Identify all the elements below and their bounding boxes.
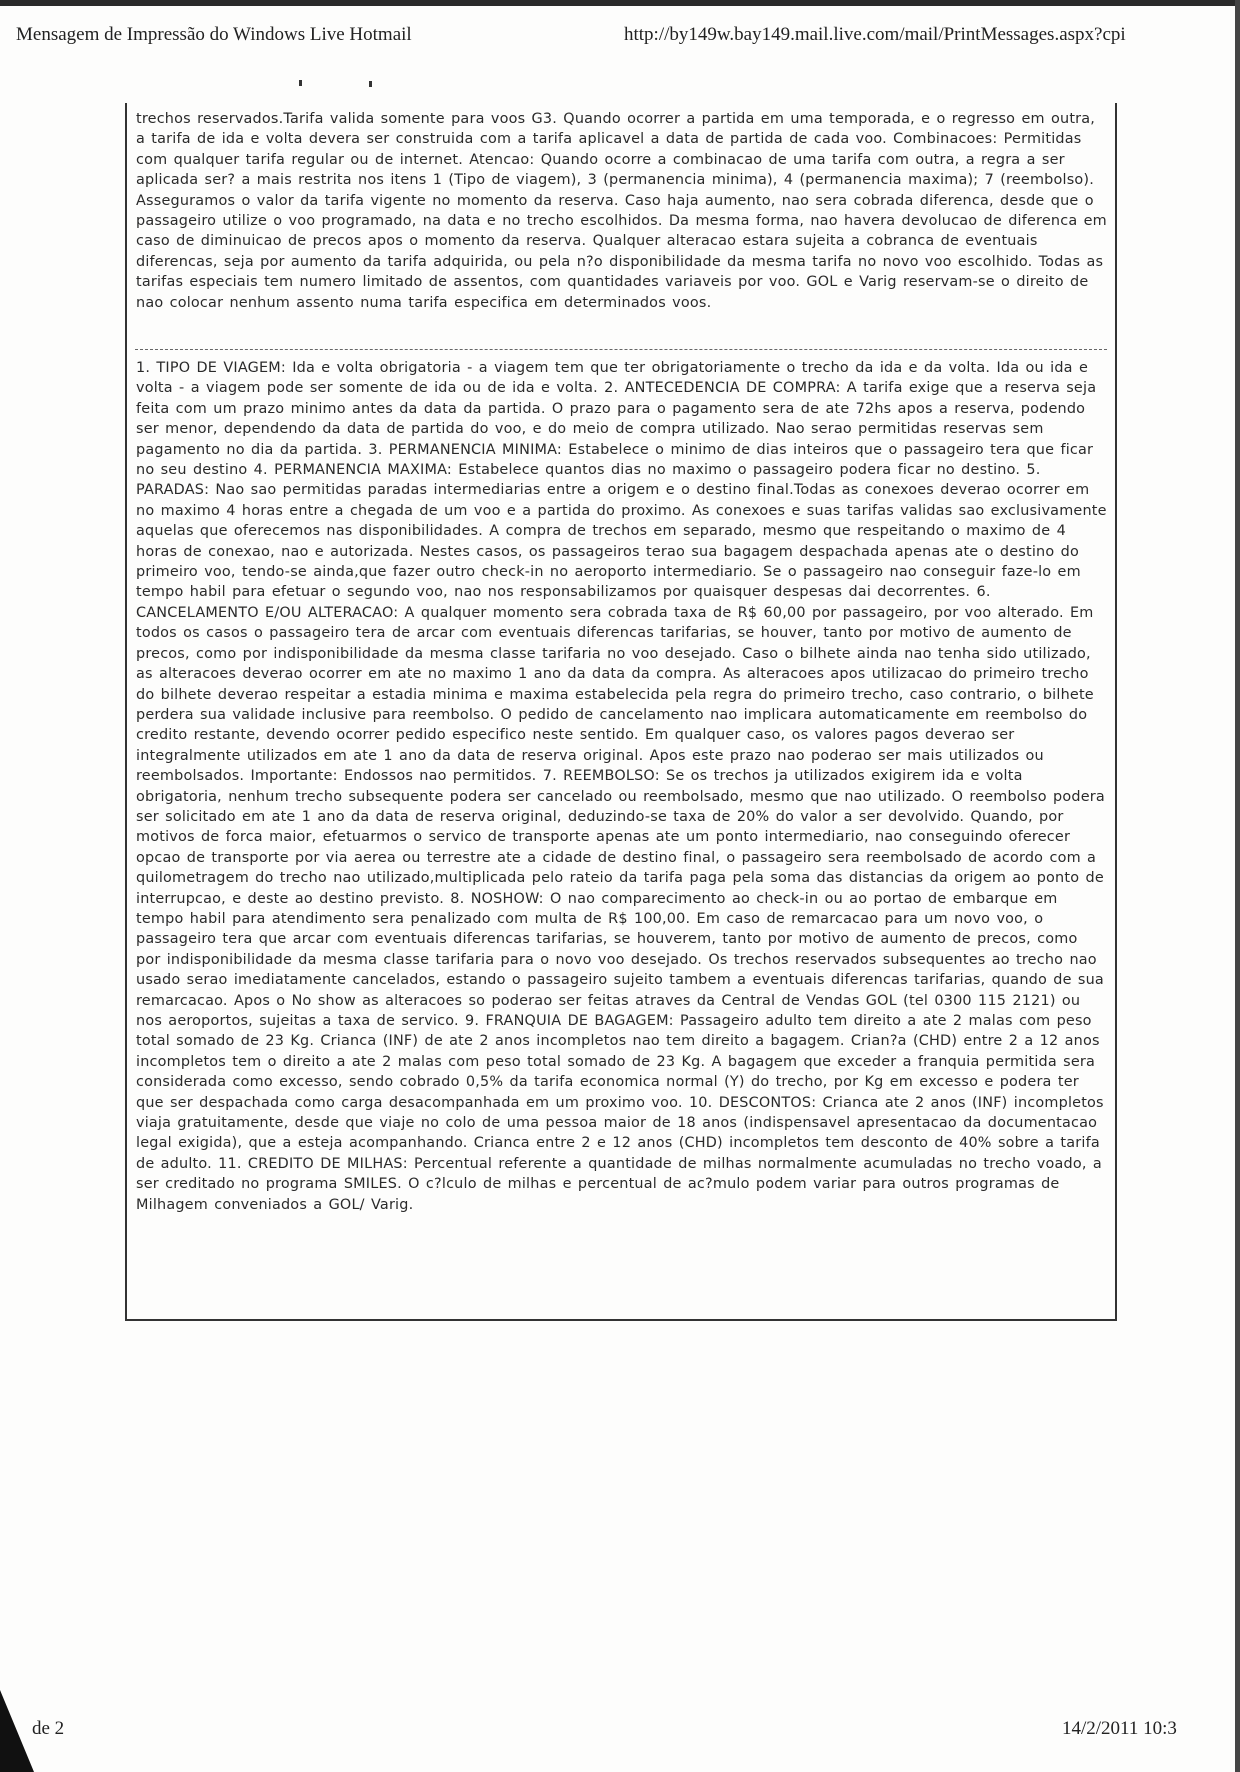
print-header-url: http://by149w.bay149.mail.live.com/mail/PrintMessages.aspx?cpi (624, 24, 1126, 45)
message-body (125, 103, 1117, 1321)
fare-rules-paragraph: trechos reservados.Tarifa valida somente para voos G3. Quando ocorrer a partida em uma temporada, e o regresso em outra, a tarifa de ida e volta devera ser construida com a tarifa aplicavel a data de partida de cada voo. Combinacoes: Permitidas com qualquer tarifa regular ou de internet. Atencao: Quando ocorre a combinacao de uma tarifa com outra, a regra a ser aplicada ser? a mais restrita nos itens 1 (Tipo de viagem), 3 (permanencia minima), 4 (permanencia maxima); 7 (reembolso). Asseguramos o valor da tarifa vigente no momento da reserva. Caso haja aumento, nao sera cobrada diferenca, desde que o passageiro utilize o voo programado, na data e no trecho escolhidos. Da mesma forma, nao havera devolucao de diferenca em caso de diminuicao de precos apos o momento da reserva. Qualquer alteracao estara sujeita a cobranca de eventuais diferencas, seja por aumento da tarifa adquirida, ou pela n?o disponibilidade da mesma tarifa no novo voo escolhido. Todas as tarifas especiais tem numero limitado de assentos, com quantidades variaveis por voo. GOL e Varig reservam-se o direito de nao colocar nenhum assento numa tarifa especifica em determinados voos. (136, 111, 1107, 311)
scan-top-edge (0, 0, 1240, 6)
print-footer (0, 1718, 1240, 1746)
print-header-title: Mensagem de Impressão do Windows Live Hotmail (16, 24, 412, 45)
dashed-separator (135, 349, 1107, 350)
page-number: de 2 (32, 1718, 65, 1739)
scan-right-edge (1235, 0, 1240, 1772)
scan-speck (369, 81, 372, 87)
scan-speck (299, 80, 302, 86)
print-datetime: 14/2/2011 10:3 (1062, 1718, 1177, 1739)
print-header (16, 24, 1230, 54)
fare-conditions-paragraph: 1. TIPO DE VIAGEM: Ida e volta obrigatoria - a viagem tem que ter obrigatoriamente o trecho da ida e da volta. Ida ou ida e volta - a viagem pode ser somente de ida ou de ida e volta. 2. ANTECEDENCIA DE COMPRA: A tarifa exige que a reserva seja feita com um prazo minimo antes da data da partida. O prazo para o pagamento sera de ate 72hs apos a reserva, podendo ser menor, dependendo da data de partida do voo, e do meio de compra utilizado. Nao serao permitidas reservas sem pagamento no dia da partida. 3. PERMANENCIA MINIMA: Estabelece o minimo de dias inteiros que o passageiro tera que ficar no seu destino 4. PERMANENCIA MAXIMA: Estabelece quantos dias no maximo o passageiro podera ficar no destino. 5. PARADAS: Nao sao permitidas paradas intermediarias entre a origem e o destino final.Todas as conexoes deverao ocorrer em no maximo 4 horas entre a chegada de um voo e a partida do proximo. As conexoes e suas tarifas validas sao exclusivamente aquelas que oferecemos nas disponibilidades. A compra de trechos em separado, mesmo que respeitando o maximo de 4 horas de conexao, nao e autorizada. Nestes casos, os passageiros terao sua bagagem despachada apenas ate o destino do primeiro voo, tendo-se ainda,que fazer outro check-in no aeroporto intermediario. Se o passageiro nao conseguir faze-lo em tempo habil para efetuar o segundo voo, nao nos responsabilizamos por quaisquer despesas dai decorrentes. 6. CANCELAMENTO E/OU ALTERACAO: A qualquer momento sera cobrada taxa de R$ 60,00 por passageiro, por voo alterado. Em todos os casos o passageiro tera de arcar com eventuais diferencas tarifarias, se houver, tanto por motivo de aumento de precos, como por indisponibilidade da mesma classe tarifaria no voo desejado. Caso o bilhete ainda nao tenha sido utilizado, as alteracoes deverao ocorrer em ate no maximo 1 ano da data da compra. As alteracoes apos utilizacao do primeiro trecho do bilhete deverao respeitar a estadia minima e maxima estabelecida pela regra do primeiro trecho, caso contrario, o bilhete perdera sua validade inclusive para reembolso. O pedido de cancelamento nao implicara automaticamente em reembolso do credito restante, devendo ocorrer pedido especifico neste sentido. Em qualquer caso, os valores pagos deverao ser integralmente utilizados em ate 1 ano da data de reserva original. Apos este prazo nao poderao ser mais utilizados ou reembolsados. Importante: Endossos nao permitidos. 7. REEMBOLSO: Se os trechos ja utilizados exigirem ida e volta obrigatoria, nenhum trecho subsequente podera ser cancelado ou reembolsado, mesmo que nao utilizado. O reembolso podera ser solicitado em ate 1 ano da data de reserva original, deduzindo-se taxa de 20% do valor a ser devolvido. Quando, por motivos de forca maior, efetuarmos o servico de transporte apenas ate um ponto intermediario, nao conseguindo oferecer opcao de transporte por via aerea ou terrestre ate a cidade de destino final, o passageiro sera reembolsado de acordo com a quilometragem do trecho nao utilizado,multiplicada pelo rateio da tarifa paga pela soma das distancias da origem ao ponto de interrupcao, e deste ao destino previsto. 8. NOSHOW: O nao comparecimento ao check-in ou ao portao de embarque em tempo habil para atendimento sera penalizado com multa de R$ 100,00. Em caso de remarcacao para um novo voo, o passageiro tera que arcar com eventuais diferencas tarifarias, se houverem, tanto por motivo de aumento de precos, como por indisponibilidade da mesma classe tarifaria para o novo voo desejado. Os trechos reservados subsequentes ao trecho nao usado serao imediatamente cancelados, estando o passageiro sujeito tambem a eventuais diferencas tarifarias, quando de sua remarcacao. Apos o No show as alteracoes so poderao ser feitas atraves da Central de Vendas GOL (tel 0300 115 2121) ou nos aeroportos, sujeitas a taxa de servico. 9. FRANQUIA DE BAGAGEM: Passageiro adulto tem direito a ate 2 malas com peso total somado de 23 Kg. Crianca (INF) de ate 2 anos incompletos nao tem direito a bagagem. Crian?a (CHD) entre 2 a 12 anos incompletos tem o direito a ate 2 malas com peso total somado de 23 Kg. A bagagem que exceder a franquia permitida sera considerada como excesso, sendo cobrado 0,5% da tarifa economica normal (Y) do trecho, por Kg em excesso e podera ter que ser despachada como carga desacompanhada em um proximo voo. 10. DESCONTOS: Crianca ate 2 anos (INF) incompletos viaja gratuitamente, desde que viaje no colo de uma pessoa maior de 18 anos (indispensavel apresentacao da documentacao legal exigida), que a esteja acompanhando. Crianca entre 2 e 12 anos (CHD) incompletos tem desconto de 40% sobre a tarifa de adulto. 11. CREDITO DE MILHAS: Percentual referente a quantidade de milhas normalmente acumuladas no trecho voado, a ser creditado no programa SMILES. O c?lculo de milhas e percentual de ac?mulo podem variar para outros programas de Milhagem conveniados a GOL/ Varig. (136, 360, 1107, 1213)
